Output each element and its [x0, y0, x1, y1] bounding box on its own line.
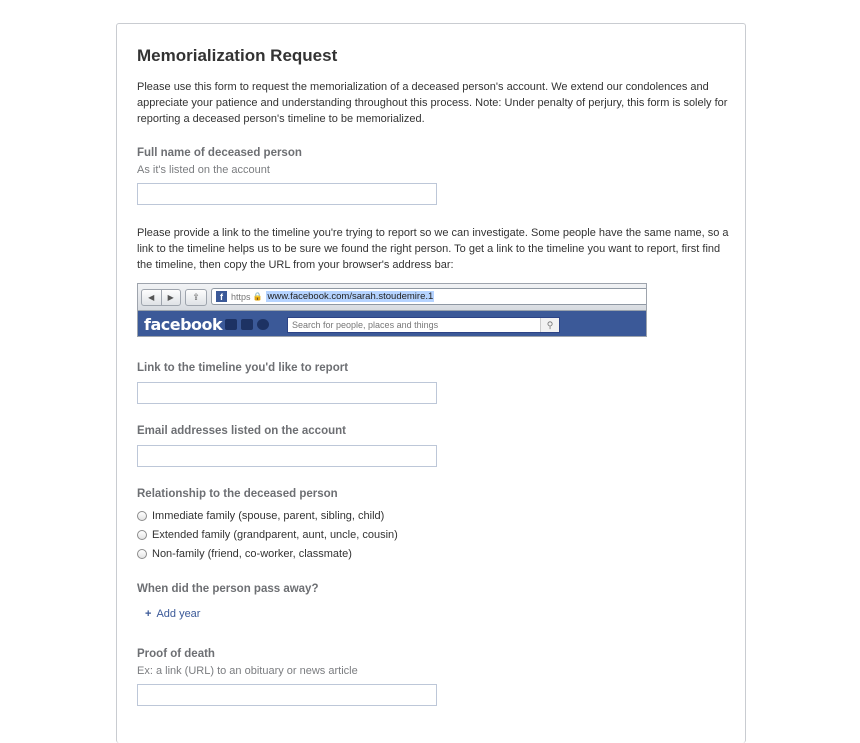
friend-requests-icon: [225, 319, 237, 330]
full-name-input[interactable]: [137, 183, 437, 205]
browser-toolbar: [138, 284, 647, 311]
pass-away-label: When did the person pass away?: [137, 583, 319, 595]
radio-non-family[interactable]: [137, 546, 352, 562]
facebook-logo: facebook: [144, 315, 223, 334]
notifications-globe-icon: [257, 319, 269, 330]
full-name-sublabel: As it's listed on the account: [137, 164, 270, 176]
forward-icon: ▶: [161, 290, 181, 305]
intro-text: Please use this form to request the memorialization of a deceased person's account. We extend our condolences and appreciate your patience and understanding throughout this process. Note: Under penalty of perjury, this form is solely for reporting a deceased person's timeline to be memorialized.: [137, 81, 728, 125]
facebook-favicon-icon: f: [216, 291, 227, 302]
radio-extended-family[interactable]: [137, 527, 398, 543]
facebook-search-placeholder: Search for people, places and things: [292, 320, 439, 330]
radio-immediate-family[interactable]: [137, 508, 384, 524]
radio-label: Extended family (grandparent, aunt, uncle, cousin): [152, 529, 398, 541]
add-year-label: Add year: [156, 608, 201, 620]
radio-label: Immediate family (spouse, parent, sibling, child): [152, 510, 385, 522]
email-input[interactable]: [137, 445, 437, 467]
address-bar: [211, 288, 647, 305]
proof-label: Proof of death: [137, 648, 215, 660]
plus-icon: +: [145, 608, 152, 620]
messages-icon: [241, 319, 253, 330]
url-scheme: https: [231, 291, 251, 302]
search-icon: ⚲: [540, 318, 559, 332]
proof-input[interactable]: [137, 684, 437, 706]
relationship-label: Relationship to the deceased person: [137, 488, 338, 500]
timeline-link-input[interactable]: [137, 382, 437, 404]
proof-sublabel: Ex: a link (URL) to an obituary or news article: [137, 665, 358, 677]
memorialization-form: [116, 23, 746, 743]
radio-label: Non-family (friend, co-worker, classmate): [152, 548, 352, 560]
full-name-label: Full name of deceased person: [137, 147, 302, 159]
notification-jewels: [225, 319, 269, 330]
radio-button[interactable]: [137, 549, 147, 559]
nav-buttons: [141, 289, 181, 306]
back-icon: ◀: [148, 293, 155, 302]
add-year-link[interactable]: [145, 608, 200, 620]
facebook-header: [138, 311, 647, 337]
url-text: www.facebook.com/sarah.stoudemire.1: [267, 291, 434, 302]
timeline-link-instructions: Please provide a link to the timeline you're trying to report so we can investigate. Some people have the same name, so a link to the timeline helps us to be sure we found the right person. To get a link to the timeline you want to report, first find the timeline, then copy the URL from your browser's address bar:: [137, 227, 729, 271]
email-label: Email addresses listed on the account: [137, 425, 346, 437]
facebook-search-box: [287, 317, 560, 333]
lock-icon: 🔒: [252, 292, 263, 301]
page-title: Memorialization Request: [137, 46, 338, 65]
radio-button[interactable]: [137, 511, 147, 521]
timeline-link-label: Link to the timeline you'd like to report: [137, 362, 349, 374]
share-icon: ⇪: [185, 289, 207, 306]
browser-url-illustration: [137, 283, 647, 337]
radio-button[interactable]: [137, 530, 147, 540]
